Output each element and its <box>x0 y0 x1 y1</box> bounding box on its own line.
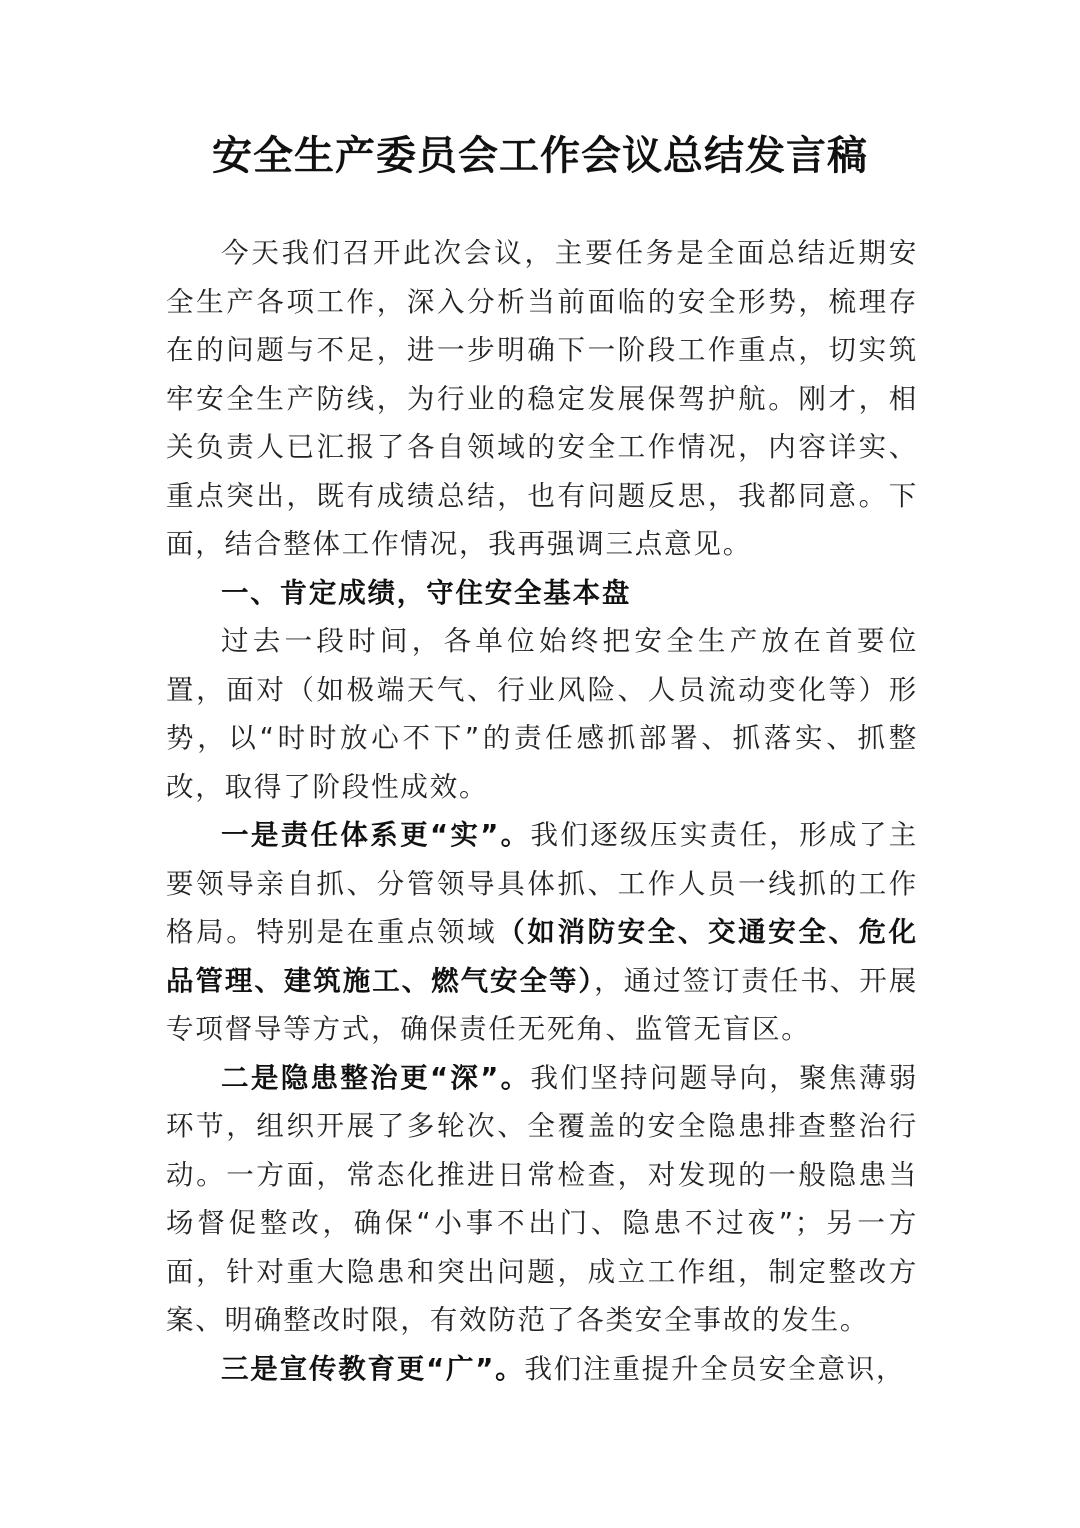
intro-paragraph: 今天我们召开此次会议，主要任务是全面总结近期安全生产各项工作，深入分析当前面临的安全形势，梳理存在的问题与不足，进一步明确下一阶段工作重点，切实筑牢安全生产防线，为行业的稳定发展保驾护航。刚才，相关负责人已汇报了各自领域的安全工作情况，内容详实、重点突出，既有成绩总结，也有问题反思，我都同意。下面，结合整体工作情况，我再强调三点意见。 <box>166 237 918 560</box>
point-tail-1: ，通过签订责任书、开展专项督导等方式，确保责任无死角、监管无盲区。 <box>166 964 918 1045</box>
section-paragraph: 过去一段时间，各单位始终把安全生产放在首要位置，面对（如极端天气、行业风险、人员流动变化等）形势，以“时时放心不下”的责任感抓部署、抓落实、抓整改，取得了阶段性成效。 <box>166 625 918 803</box>
point-lead-1: 一是责任体系更“实”。 <box>221 819 531 851</box>
point-lead-2: 二是隐患整治更“深”。 <box>221 1061 531 1094</box>
point-text-3: 我们注重提升全员安全意识， <box>524 1352 906 1385</box>
point-bold-1: （如消防安全、交通安全、危化品管理、建筑施工、燃气安全等） <box>166 916 918 997</box>
document-title: 安全生产委员会工作会议总结发言稿 <box>212 132 868 179</box>
document-body <box>166 229 918 1393</box>
point-lead-3: 三是宣传教育更“广”。 <box>221 1352 525 1385</box>
point-paragraph-1 <box>166 811 918 1054</box>
point-paragraph-2 <box>166 1054 918 1345</box>
section-heading: 一、肯定成绩，守住安全基本盘 <box>221 576 632 609</box>
point-paragraph-3 <box>166 1345 918 1394</box>
point-text-1: 我们逐级压实责任，形成了主要领导亲自抓、分管领导具体抓、工作人员一线抓的工作格局。特别是在重点领域 <box>166 819 918 948</box>
point-text-2: 我们坚持问题导向，聚焦薄弱环节，组织开展了多轮次、全覆盖的安全隐患排查整治行动。一方面，常态化推进日常检查，对发现的一般隐患当场督促整改，确保“小事不出门、隐患不过夜”；另一方面，针对重大隐患和突出问题，成立工作组，制定整改方案、明确整改时限，有效防范了各类安全事故的发生。 <box>166 1061 918 1336</box>
